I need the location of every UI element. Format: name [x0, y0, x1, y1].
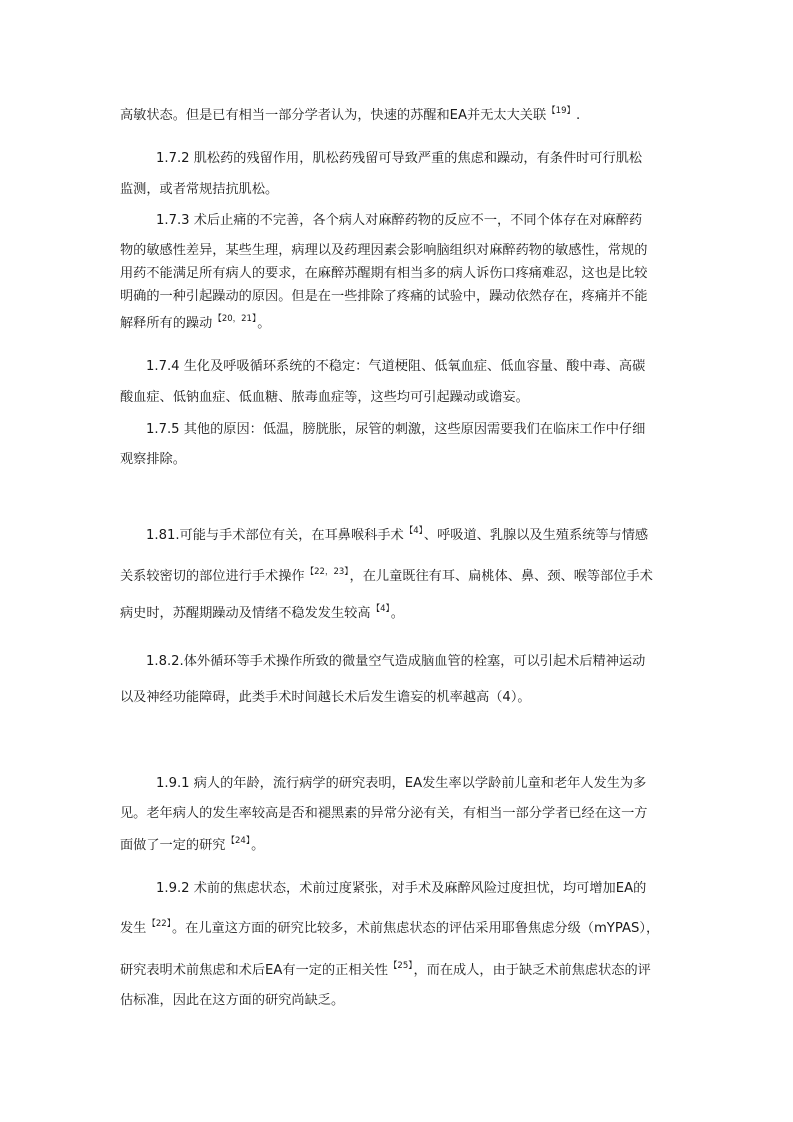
paragraph-line	[120, 837, 264, 856]
line-text: ，而在成人，由于缺乏术前焦虑状态的评	[413, 963, 651, 978]
paragraph-1-7-2-line: 监测，或者常规拮抗肌松。	[120, 182, 279, 197]
paragraph-1-7-3-line: 明确的一种引起躁动的原因。但是在一些排除了疼痛的试验中，躁动依然存在，疼痛并不能	[120, 289, 648, 304]
citation-ref: 【20，21】	[213, 314, 257, 324]
paragraph-1-7-3-line: 1.7.3 术后止痛的不完善，各个病人对麻醉药物的反应不一，不同个体存在对麻醉药	[156, 213, 643, 228]
paragraph-1-7-3-line: 物的敏感性差异，某些生理，病理以及药理因素会影响脑组织对麻醉药物的敏感性，常规的	[120, 243, 648, 258]
citation-ref: 【4】	[404, 526, 423, 536]
line-text: 、呼吸道、乳腺以及生殖系统等与情感	[423, 528, 649, 543]
paragraph-line	[120, 315, 270, 334]
line-text: 关系较密切的部位进行手术操作	[120, 569, 305, 584]
paragraph-1-9-2-line: 估标准，因此在这方面的研究尚缺乏。	[120, 993, 345, 1008]
paragraph-line	[120, 605, 404, 624]
line-text: 1.81.可能与手术部位有关，在耳鼻喉科手术	[146, 528, 404, 543]
citation-ref: 【4】	[371, 604, 390, 614]
paragraph-line	[120, 962, 651, 981]
line-text: 。	[390, 606, 404, 621]
line-text: ，在儿童既往有耳、扁桃体、鼻、颈、喉等部位手术	[349, 569, 653, 584]
paragraph-line	[120, 568, 653, 587]
paragraph-1-9-1-line: 见。老年病人的发生率较高是否和褪黑素的异常分泌有关，有相当一部分学者已经在这一方	[120, 806, 648, 821]
paragraph-1-7-4-line: 1.7.4 生化及呼吸循环系统的不稳定：气道梗阻、低氧血症、低血容量、酸中毒、高碳	[146, 359, 646, 374]
paragraph-1-7-2-line: 1.7.2 肌松药的残留作用，肌松药残留可导致严重的焦虑和躁动，有条件时可行肌松	[156, 151, 643, 166]
line-text: 面做了一定的研究	[120, 838, 226, 853]
paragraph-1-7-3-line: 用药不能满足所有病人的要求，在麻醉苏醒期有相当多的病人诉伤口疼痛难忍，这也是比较	[120, 266, 648, 281]
paragraph-1-7-4-line: 酸血症、低钠血症、低血糖、脓毒血症等，这些均可引起躁动或谵妄。	[120, 390, 529, 405]
line-text: 发生	[120, 921, 147, 936]
line-text: 。	[251, 838, 265, 853]
paragraph-1-8-2-line: 以及神经功能障碍，此类手术时间越长术后发生谵妄的机率越高（4）。	[120, 690, 531, 705]
paragraph-1-8-2-line: 1.8.2.体外循环等手术操作所致的微量空气造成脑血管的栓塞，可以引起术后精神运动	[146, 654, 646, 669]
line-text: .	[576, 108, 581, 123]
line-text: 研究表明术前焦虑和术后EA有一定的正相关性	[120, 963, 388, 978]
paragraph-line	[120, 107, 580, 126]
line-text: 病史时，苏醒期躁动及情绪不稳发发生较高	[120, 606, 371, 621]
line-text: 高敏状态。但是已有相当一部分学者认为，快速的苏醒和EA并无太大关联	[120, 108, 547, 123]
paragraph-1-7-5-line: 1.7.5 其他的原因：低温，膀胱胀，尿管的刺激，这些原因需要我们在临床工作中仔细	[146, 422, 646, 437]
paragraph-1-7-5-line: 观察排除。	[120, 452, 186, 467]
line-text: 。	[257, 316, 271, 331]
citation-ref: 【25】	[388, 961, 413, 971]
citation-ref: 【22】	[147, 919, 171, 929]
line-text: 。在儿童这方面的研究比较多，术前焦虑状态的评估采用耶鲁焦虑分级（mYPAS），	[171, 921, 660, 936]
paragraph-line	[120, 920, 659, 939]
citation-ref: 【22，23】	[305, 567, 349, 577]
citation-ref: 【19】	[547, 106, 575, 116]
paragraph-1-9-1-line: 1.9.1 病人的年龄，流行病学的研究表明，EA发生率以学龄前儿童和老年人发生为多	[156, 776, 647, 791]
paragraph-line	[146, 527, 648, 546]
line-text: 解释所有的躁动	[120, 316, 213, 331]
citation-ref: 【24】	[226, 836, 251, 846]
paragraph-1-9-2-line: 1.9.2 术前的焦虑状态，术前过度紧张，对手术及麻醉风险过度担忧，均可增加EA的	[156, 881, 647, 896]
